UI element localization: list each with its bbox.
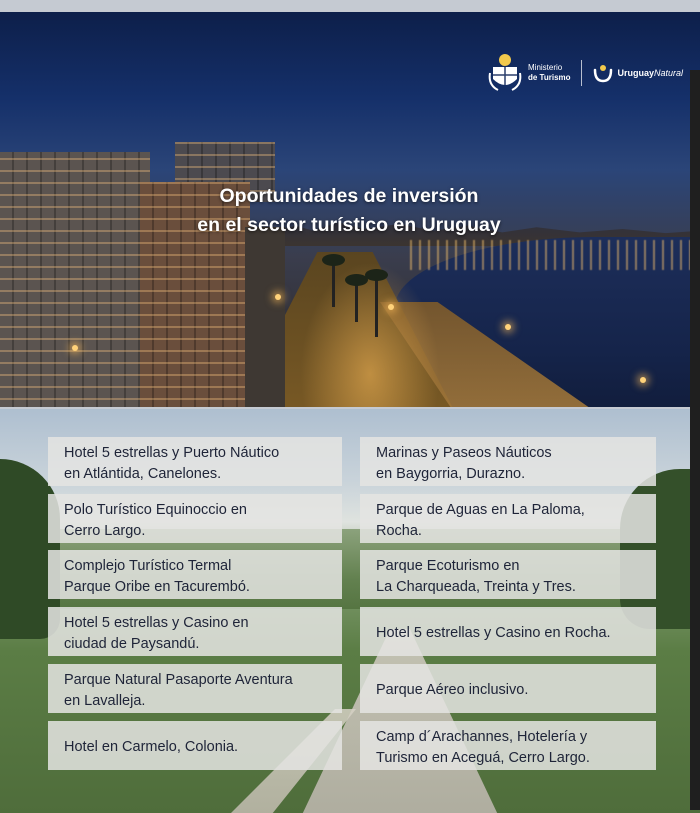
title-line-1: Oportunidades de inversión bbox=[219, 185, 479, 207]
opportunity-line: Parque Aéreo inclusivo. bbox=[376, 682, 529, 698]
opportunity-line: La Charqueada, Treinta y Tres. bbox=[376, 578, 576, 595]
opportunity-box bbox=[48, 550, 342, 599]
park-photo-section bbox=[0, 409, 700, 813]
uruguay-natural-brand bbox=[618, 68, 684, 78]
brand-bold: Uruguay bbox=[617, 68, 655, 78]
opportunity-box bbox=[360, 721, 656, 770]
road-glow bbox=[300, 262, 440, 407]
title-line-2: en el sector turístico en Uruguay bbox=[197, 214, 501, 236]
ministerio-logo-text bbox=[528, 63, 571, 83]
logo-divider bbox=[581, 60, 582, 86]
coast-lights bbox=[410, 240, 700, 270]
opportunity-box bbox=[360, 494, 656, 543]
opportunity-box bbox=[360, 437, 656, 486]
uruguay-coat-of-arms-icon bbox=[488, 53, 522, 93]
uruguay-natural-sun-icon bbox=[592, 62, 614, 84]
opportunity-line: Hotel 5 estrellas y Casino en bbox=[64, 614, 249, 631]
ministerio-line-bold: de Turismo bbox=[528, 73, 571, 82]
palm-tree bbox=[332, 262, 335, 307]
palm-tree bbox=[375, 277, 378, 337]
opportunity-line: Parque Ecoturismo en bbox=[376, 557, 520, 574]
opportunity-box bbox=[48, 721, 342, 770]
page-title bbox=[0, 182, 700, 240]
opportunity-line: Hotel 5 estrellas y Puerto Náutico bbox=[64, 444, 280, 461]
building bbox=[245, 227, 285, 407]
street-lamp bbox=[505, 324, 511, 330]
opportunity-line: en Atlántida, Canelones. bbox=[64, 465, 222, 482]
opportunity-box bbox=[48, 494, 342, 543]
opportunity-box bbox=[360, 664, 656, 713]
ministerio-line: Ministerio bbox=[528, 63, 563, 72]
opportunity-box bbox=[48, 607, 342, 656]
opportunity-line: Turismo en Aceguá, Cerro Largo. bbox=[376, 749, 590, 766]
opportunity-line: Camp d´Arachannes, Hotelería y bbox=[376, 728, 588, 745]
opportunity-box bbox=[48, 437, 342, 486]
brand-italic: Natural bbox=[654, 68, 684, 78]
opportunity-line: en Lavalleja. bbox=[64, 692, 146, 709]
opportunity-box bbox=[48, 664, 342, 713]
palm-tree bbox=[355, 282, 358, 322]
opportunity-line: en Baygorria, Durazno. bbox=[376, 465, 526, 482]
opportunity-line: Parque de Aguas en La Paloma, bbox=[376, 501, 585, 518]
street-lamp bbox=[72, 345, 78, 351]
opportunity-line: Hotel 5 estrellas y Casino en Rocha. bbox=[376, 625, 611, 641]
opportunity-line: Parque Oribe en Tacurembó. bbox=[64, 578, 250, 595]
street-lamp bbox=[640, 377, 646, 383]
opportunity-line: Hotel en Carmelo, Colonia. bbox=[64, 739, 239, 755]
street-lamp bbox=[388, 304, 394, 310]
page-edge-shadow bbox=[690, 70, 700, 810]
opportunity-line: Complejo Turístico Termal bbox=[64, 557, 232, 574]
logos-bar bbox=[488, 50, 683, 96]
opportunity-line: Rocha. bbox=[376, 522, 422, 539]
trees-right bbox=[620, 469, 700, 629]
opportunity-line: Polo Turístico Equinoccio en bbox=[64, 501, 247, 518]
opportunity-line: ciudad de Paysandú. bbox=[64, 635, 200, 652]
opportunity-line: Cerro Largo. bbox=[64, 522, 146, 539]
street-lamp bbox=[275, 294, 281, 300]
hero-night-photo bbox=[0, 12, 700, 407]
opportunity-box bbox=[360, 550, 656, 599]
opportunity-box bbox=[360, 607, 656, 656]
opportunity-line: Parque Natural Pasaporte Aventura bbox=[64, 671, 293, 688]
opportunity-line: Marinas y Paseos Náuticos bbox=[376, 444, 552, 461]
